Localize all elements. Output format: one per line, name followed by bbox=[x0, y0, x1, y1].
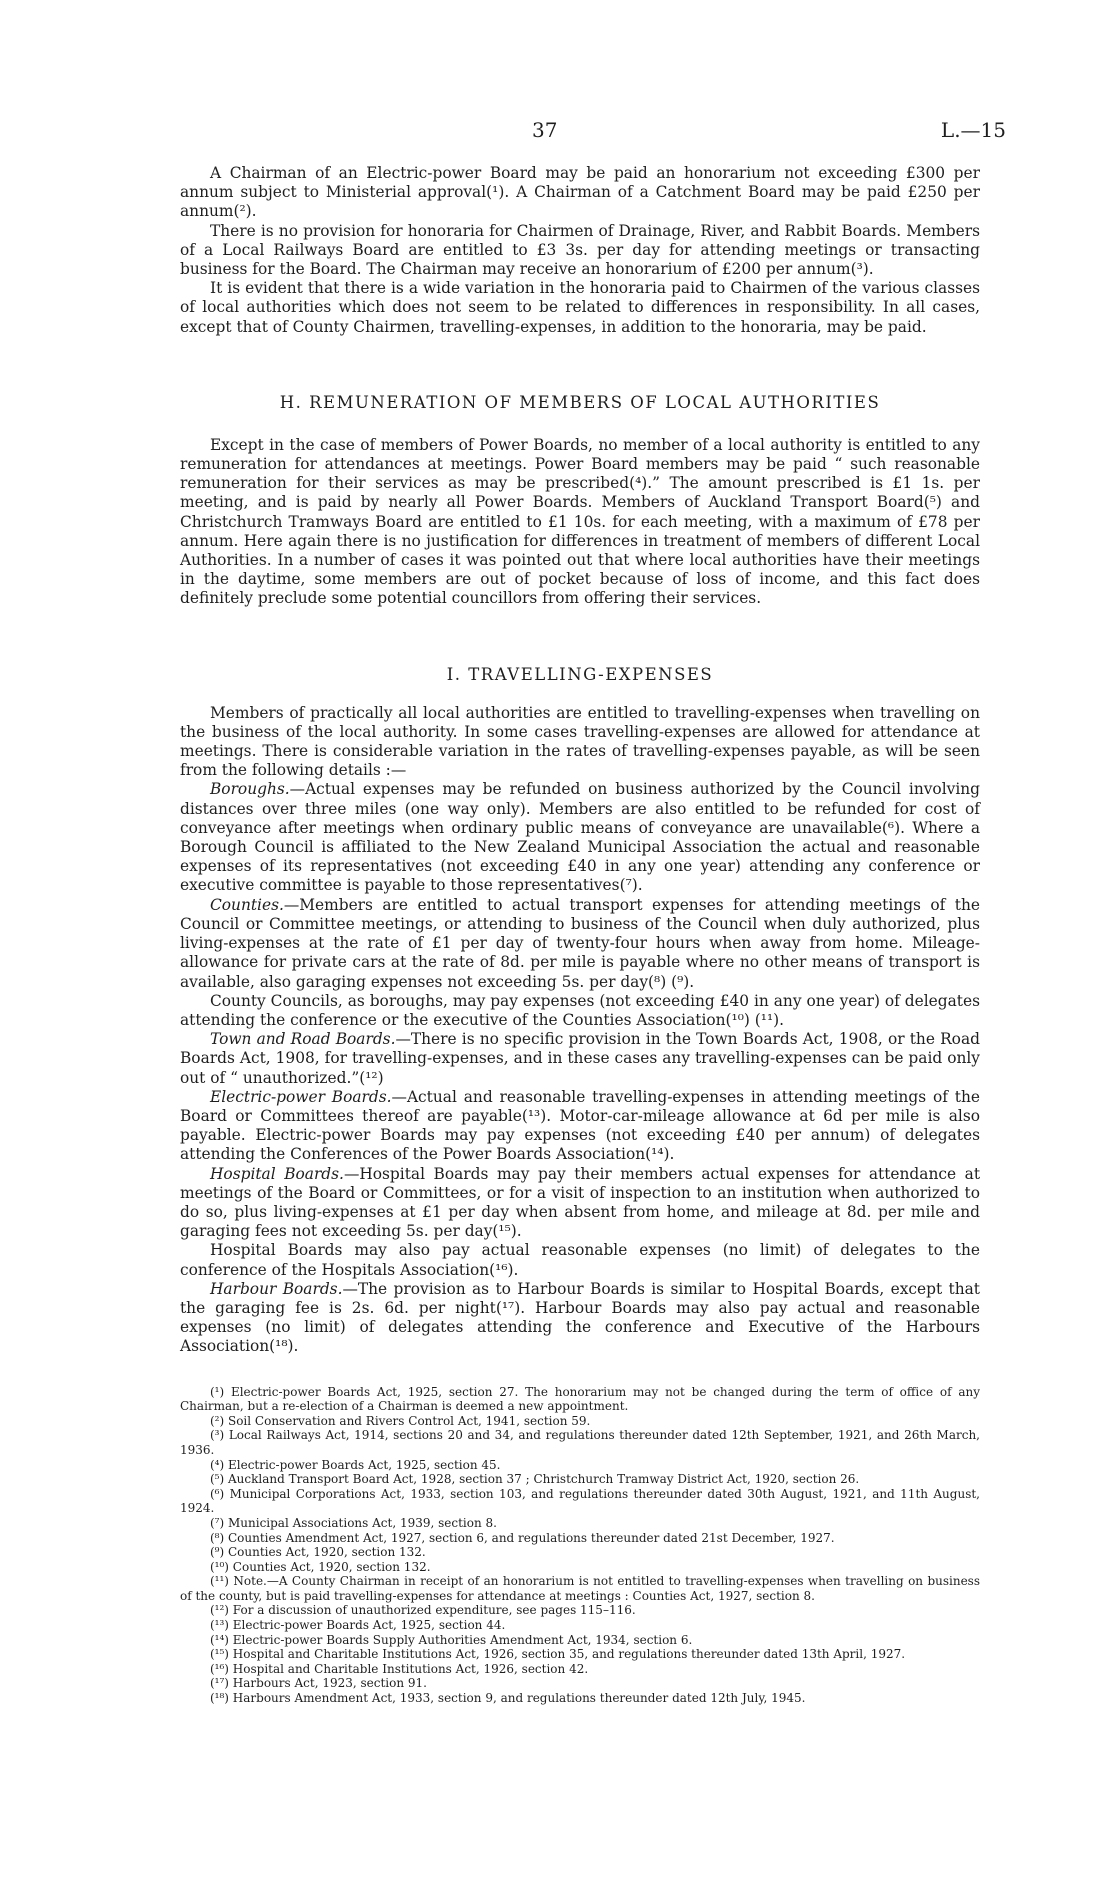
paragraph: Members of practically all local authorities are entitled to travelling-expenses when travelling on the business of the local authority. In some cases travelling-expenses are allowed for attendance at meetings. There is considerable variation in the rates of travelling-expenses payable, as will be seen from the following details :— bbox=[180, 703, 980, 780]
footnote: (¹⁷) Harbours Act, 1923, section 91. bbox=[210, 1676, 427, 1691]
paragraph: It is evident that there is a wide variation in the honoraria paid to Chairmen of the various classes of local authorities which does not seem to be related to differences in responsibility. In all cases, except that of County Chairmen, travelling-expenses, in addition to the honoraria, may be paid. bbox=[180, 279, 980, 336]
run-in-heading: Electric-power Boards. bbox=[210, 1087, 392, 1106]
footnote: (⁷) Municipal Associations Act, 1939, section 8. bbox=[210, 1515, 497, 1530]
footnote: (⁸) Counties Amendment Act, 1927, section 6, and regulations thereunder dated 21st December, 1927. bbox=[210, 1530, 835, 1545]
footnote: (¹²) For a discussion of unauthorized expenditure, see pages 115–116. bbox=[210, 1603, 636, 1618]
footnote: (¹⁶) Hospital and Charitable Institutions Act, 1926, section 42. bbox=[210, 1661, 589, 1676]
paragraph-hospital-boards bbox=[180, 1165, 980, 1242]
footnote: (⁵) Auckland Transport Board Act, 1928, section 37 ; Christchurch Tramway District Act, 1920, section 26. bbox=[210, 1472, 860, 1487]
section-heading-h: H. REMUNERATION OF MEMBERS OF LOCAL AUTHORITIES bbox=[279, 392, 881, 412]
footnote: (³) Local Railways Act, 1914, sections 20 and 34, and regulations thereunder dated 12th September, 1921, and 26th March, 1936. bbox=[180, 1428, 980, 1457]
run-in-heading: Hospital Boards. bbox=[210, 1164, 344, 1183]
footnote: (¹³) Electric-power Boards Act, 1925, section 44. bbox=[210, 1618, 506, 1633]
page-header bbox=[0, 118, 1114, 140]
run-in-heading: Town and Road Boards. bbox=[210, 1030, 396, 1049]
footnote: (¹⁰) Counties Act, 1920, section 132. bbox=[210, 1559, 431, 1574]
document-body bbox=[180, 164, 980, 1706]
footnotes bbox=[180, 1385, 980, 1706]
paragraph-boroughs bbox=[180, 780, 980, 895]
paragraph-text: —Hospital Boards may pay their members actual expenses for attendance at meetings of the Board or Committees, or for a visit of inspection to an institution when authorized to do so, plus living-expenses at £1 per day when absent from home, and mileage at 8d. per mile and garaging fees not exceeding 5s. per day(¹⁵). bbox=[180, 1164, 980, 1241]
page-reference: L.—15 bbox=[940, 118, 1006, 142]
page-number: 37 bbox=[532, 118, 558, 142]
footnote: (⁹) Counties Act, 1920, section 132. bbox=[210, 1545, 426, 1560]
paragraph-text: —Members are entitled to actual transport expenses for attending meetings of the Council or Committee meetings, or attending to business of the Council when duly authorized, plus living-expenses at the rate of £1 per day of twenty-four hours when away from home. Mileage-allowance for private cars at the rate of 8d. per mile is payable where no other means of transport is available, also garaging expenses not exceeding 5s. per day(⁸) (⁹). bbox=[180, 895, 980, 991]
paragraph: Except in the case of members of Power Boards, no member of a local authority is entitled to any remuneration for attendances at meetings. Power Board members may be paid “ such reasonable remuneration for their services as may be prescribed(⁴).” The amount prescribed is £1 1s. per meeting, and is paid by nearly all Power Boards. Members of Auckland Transport Board(⁵) and Christchurch Tramways Board are entitled to £1 10s. for each meeting, with a maximum of £78 per annum. Here again there is no justification for differences in treatment of members of different Local Authorities. In a number of cases it was pointed out that where local authorities have their meetings in the daytime, some members are out of pocket because of loss of income, and this fact does definitely preclude some potential councillors from offering their services. bbox=[180, 435, 980, 608]
paragraph: Hospital Boards may also pay actual reasonable expenses (no limit) of delegates to the conference of the Hospitals Association(¹⁶). bbox=[180, 1241, 980, 1279]
run-in-heading: Harbour Boards. bbox=[210, 1279, 343, 1298]
paragraph: County Councils, as boroughs, may pay expenses (not exceeding £40 in any one year) of delegates attending the conference or the executive of the Counties Association(¹⁰) (¹¹). bbox=[180, 991, 980, 1029]
footnote: (¹⁸) Harbours Amendment Act, 1933, section 9, and regulations thereunder dated 12th July, 1945. bbox=[210, 1691, 806, 1706]
footnote: (¹⁵) Hospital and Charitable Institutions Act, 1926, section 35, and regulations thereunder dated 13th April, 1927. bbox=[210, 1647, 906, 1662]
run-in-heading: Boroughs. bbox=[210, 780, 290, 799]
footnote: (⁴) Electric-power Boards Act, 1925, section 45. bbox=[210, 1457, 501, 1472]
paragraph-text: —Actual and reasonable travelling-expenses in attending meetings of the Board or Committees thereof are payable(¹³). Motor-car-mileage allowance at 6d per mile is also payable. Electric-power Boards may pay expenses (not exceeding £40 per annum) of delegates attending the Conferences of the Power Boards Association(¹⁴). bbox=[180, 1087, 980, 1164]
paragraph: A Chairman of an Electric-power Board may be paid an honorarium not exceeding £300 per annum subject to Ministerial approval(¹). A Chairman of a Catchment Board may be paid £250 per annum(²). bbox=[180, 164, 980, 221]
paragraph-electric-power-boards bbox=[180, 1088, 980, 1165]
section-heading-i: I. TRAVELLING-EXPENSES bbox=[446, 664, 714, 684]
footnote: (⁶) Municipal Corporations Act, 1933, section 103, and regulations thereunder dated 30th August, 1921, and 11th August, 1924. bbox=[180, 1486, 980, 1516]
footnote: (¹¹) Note.—A County Chairman in receipt of an honorarium is not entitled to travelling-expenses when travelling on business of the county, but is paid travelling-expenses for attendance at meetings : Counties Act, 1927, section 8. bbox=[180, 1574, 980, 1603]
paragraph-text: —Actual expenses may be refunded on business authorized by the Council involving distances over three miles (one way only). Members are also entitled to be refunded for cost of conveyance after meetings when ordinary public means of conveyance are unavailable(⁶). Where a Borough Council is affiliated to the New Zealand Municipal Association the actual and reasonable expenses of its representatives (not exceeding £40 in any one year) attending any conference or executive committee is payable to those representatives(⁷). bbox=[180, 780, 980, 895]
paragraph-harbour-boards bbox=[180, 1280, 980, 1357]
paragraph: There is no provision for honoraria for Chairmen of Drainage, River, and Rabbit Boards. Members of a Local Railways Board are entitled to £3 3s. per day for attending meetings or transacting business for the Board. The Chairman may receive an honorarium of £200 per annum(³). bbox=[180, 221, 980, 279]
paragraph-text: —The provision as to Harbour Boards is similar to Hospital Boards, except that the garaging fee is 2s. 6d. per night(¹⁷). Harbour Boards may also pay actual and reasonable expenses (no limit) of delegates attending the conference and Executive of the Harbours Association(¹⁸). bbox=[180, 1279, 980, 1356]
run-in-heading: Counties. bbox=[210, 895, 284, 914]
paragraph-counties bbox=[180, 896, 980, 992]
footnote: (¹) Electric-power Boards Act, 1925, section 27. The honorarium may not be changed during the term of office of any Chairman, but a re-election of a Chairman is deemed a new appointment. bbox=[180, 1384, 980, 1414]
footnote: (¹⁴) Electric-power Boards Supply Authorities Amendment Act, 1934, section 6. bbox=[210, 1632, 693, 1647]
footnote: (²) Soil Conservation and Rivers Control Act, 1941, section 59. bbox=[210, 1413, 591, 1428]
paragraph-text: —There is no specific provision in the Town Boards Act, 1908, or the Road Boards Act, 1908, for travelling-expenses, and in these cases any travelling-expenses can be paid only out of “ unauthorized.”(¹²) bbox=[180, 1030, 980, 1087]
paragraph-town-road-boards bbox=[180, 1030, 980, 1088]
